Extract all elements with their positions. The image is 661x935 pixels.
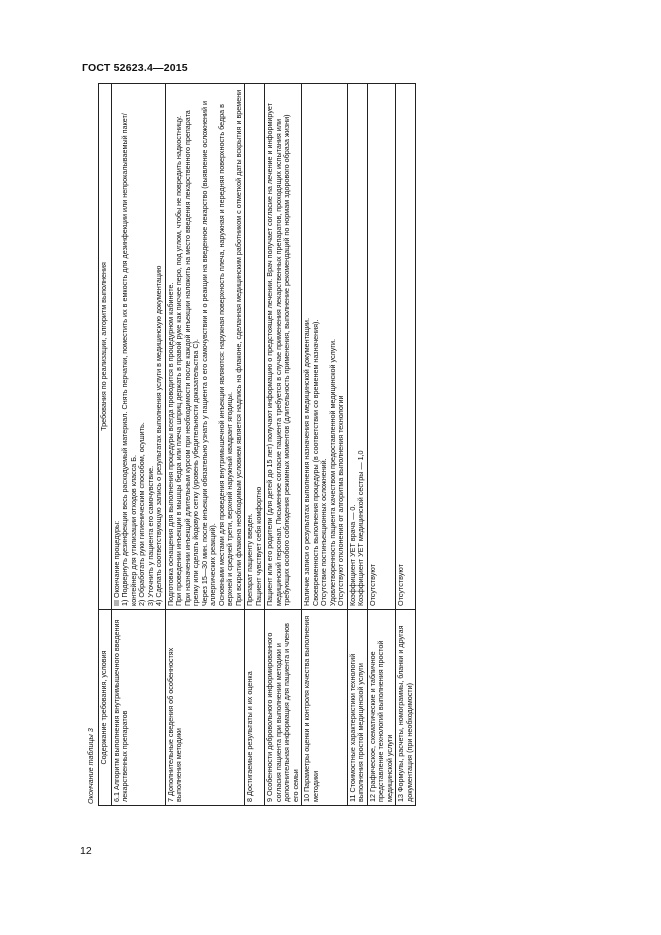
- table-header-row: [99, 84, 112, 806]
- requirement-line: Отсутствуют: [367, 564, 377, 606]
- row-condition: 9 Особенности добровольного информированного согласия пациента при выполнении методики и дополнительная информация для пациента и членов его семьи: [265, 610, 302, 806]
- requirement-line: Удовлетворенность пациента качеством предоставленной медицинской услуги.: [327, 339, 337, 606]
- row-requirements: [165, 84, 244, 610]
- requirements-table: [98, 83, 416, 806]
- table-row: [245, 84, 265, 806]
- table-row: [396, 84, 416, 806]
- row-requirements: [265, 84, 302, 610]
- requirement-line: Пациент чувствует себя комфортно: [253, 486, 263, 606]
- row-condition: 11 Стоимостные характеристики технологий выполнения простой медицинской услуги: [347, 610, 367, 806]
- table-row: [302, 84, 347, 806]
- requirement-line: Подготовка оснащения для выполнения процедуры всегда проводится в процедурном кабинете.: [165, 282, 175, 606]
- row-requirements: [245, 84, 265, 610]
- table-row: [165, 84, 244, 806]
- row-condition: 8 Достигаемые результаты и их оценка: [245, 610, 265, 806]
- row-condition: 13 Формулы, расчеты, номограммы, бланки и другая документация (при необходимости): [396, 610, 416, 806]
- requirement-line: Основными местами для проведения внутримышечной инъекции являются: наружная поверхность плеча, наружная и передняя поверхность бедра в верхней и средней трети, верхний наружный квадрант ягодицы.: [216, 104, 235, 606]
- requirement-line: Отсутствуют: [396, 564, 406, 606]
- table-row: [112, 84, 166, 806]
- column-header-condition: Содержание требования, условия: [99, 610, 112, 806]
- row-requirements: [302, 84, 347, 610]
- requirement-line: 1) Подвернуть дезинфекции весь расходуемый материал. Снять перчатки, поместить их в емкость для дезинфекции или непрокалываемый пакет/контейнер для утилизации отходов класса Б.: [120, 113, 138, 606]
- requirement-line: Коэффициент УЕТ медицинской сестры — 1,0: [356, 450, 366, 606]
- requirement-line: При проведении инъекции в мышцы бедра или плеча шприц держать в правой руке как писчее перо, под углом, чтобы не повредить надкостницу.: [174, 115, 184, 606]
- requirement-line: Отсутствие постинъекционных осложнений.: [319, 458, 329, 606]
- requirement-line: Своевременность выполнения процедуры (в соответствии со временем назначения).: [310, 319, 320, 606]
- row-requirements: [367, 84, 395, 610]
- requirement-line: Наличие записи о результатах выполнения назначения в медицинской документации.: [302, 318, 312, 606]
- requirement-line: Через 15—30 мин. после инъекции обязательно узнать у пациента о его самочувствии и о реакции на введенное лекарство (выявление осложнений и аллергических реакций).: [199, 101, 218, 606]
- table-row: [265, 84, 302, 806]
- requirement-line: III Окончание процедуры:: [112, 520, 121, 606]
- rotated-table-block: [84, 84, 579, 806]
- requirement-line: Отсутствуют отклонения от алгоритма выполнения технологии: [336, 395, 346, 606]
- requirement-line: Препарат пациенту введен.: [245, 513, 255, 606]
- requirement-line: 3) Уточнить у пациента его самочувствие.: [145, 465, 155, 606]
- requirement-line: При назначении инъекций длительным курсом при необходимости после каждой инъекции наложить на место введения лекарственного препарата грелку или сделать йодовую сетку (уровень убедительности доказательства С).: [182, 110, 201, 606]
- row-condition: 6.1 Алгоритм выполнения внутримышечного введения лекарственных препаратов: [112, 610, 166, 806]
- requirement-line: При вскрытии флакона необходимым условием является надпись на флаконе, сделанная медицинским работником с отметкой даты вскрытия и времени: [233, 89, 243, 606]
- table-row: [367, 84, 395, 806]
- page-number: 12: [80, 845, 92, 857]
- document-header: ГОСТ 52623.4—2015: [82, 62, 188, 74]
- row-condition: 7 Дополнительные сведения об особенностях выполнения методики: [165, 610, 244, 806]
- requirement-line: Коэффициент УЕТ врача — 0.: [347, 504, 357, 606]
- requirement-line: Пациент или его родители (для детей до 15 лет) получают информацию о предстоящем лечении. Врач получает согласие на лечение и информирует медицинский персонал. Письменное согласие пациента требуется в случае применения лекарственных препаратов, проходящих испытания или требующих особого соблюдения режимных моментов (длительность применения, выполнение рекомендаций по нормам здорового образа жизни): [265, 103, 292, 606]
- table-caption: Окончание таблицы 3: [86, 728, 95, 804]
- column-header-requirements: Требования по реализации, алгоритм выполнения: [99, 84, 112, 610]
- row-requirements: [347, 84, 367, 610]
- table-row: [347, 84, 367, 806]
- row-requirements: [112, 84, 166, 610]
- row-condition: 12 Графическое, схематические и табличное представление технологий выполнения простой медицинской услуги: [367, 610, 395, 806]
- row-condition: 10 Параметры оценки и контроля качества выполнения методики: [302, 610, 347, 806]
- row-requirements: [396, 84, 416, 610]
- requirement-line: 4) Сделать соответствующую запись о результатах выполнения услуги в медицинскую документацию: [154, 265, 164, 606]
- requirement-line: 2) Обработать руки гигиеническим способом, осушить.: [137, 422, 147, 606]
